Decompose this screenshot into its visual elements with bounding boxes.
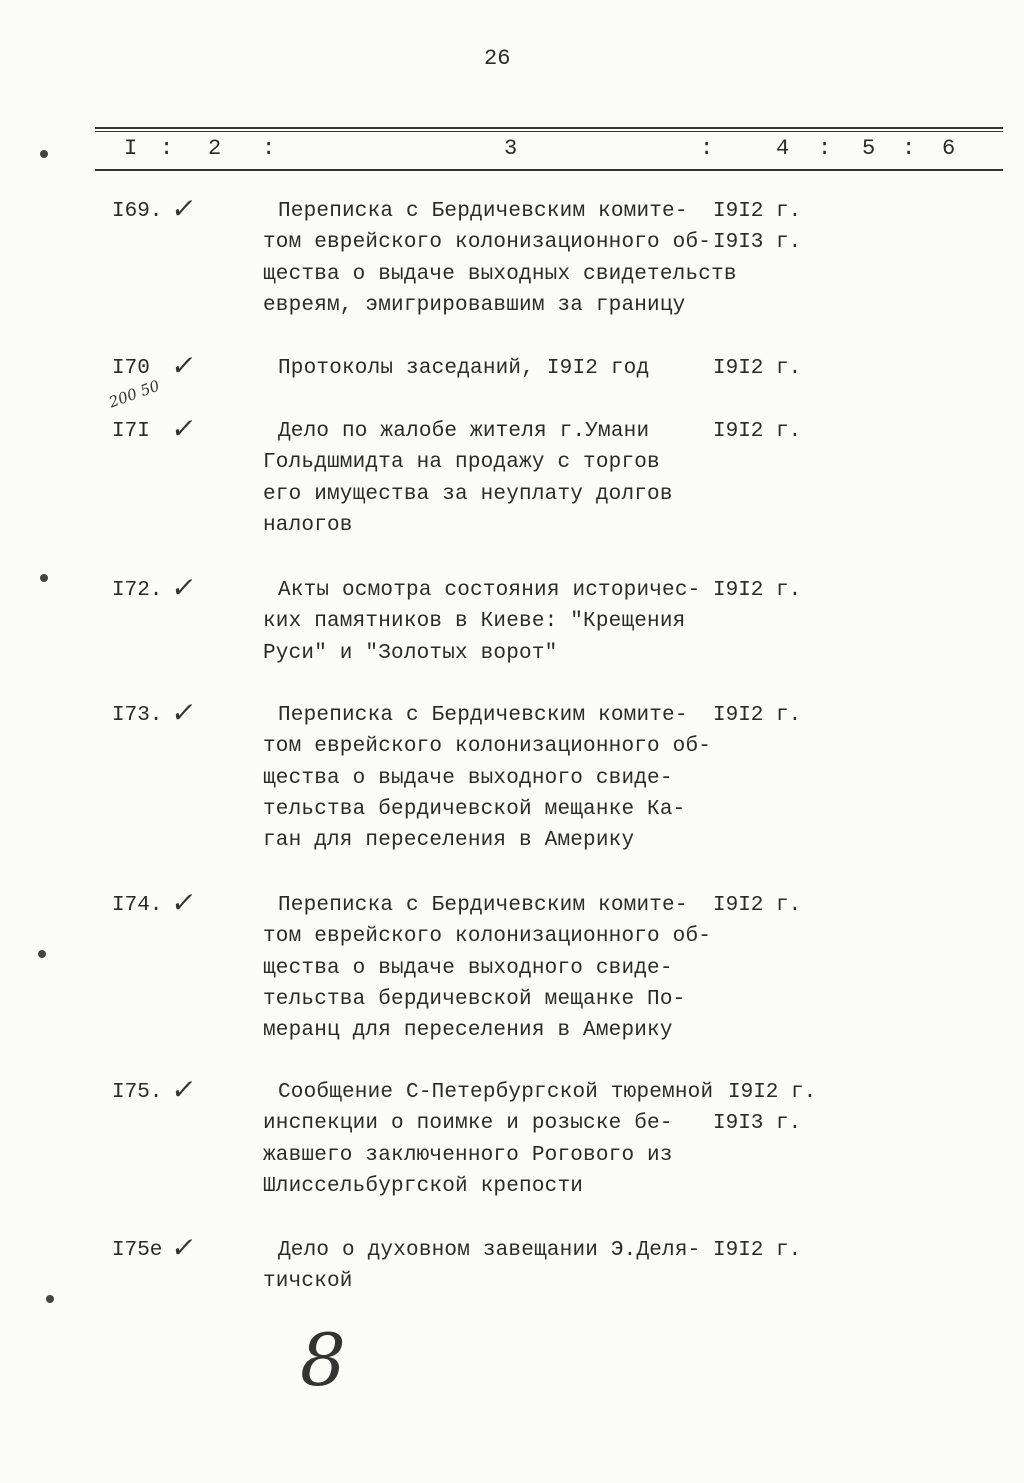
entry-description-line: налогов	[263, 513, 353, 537]
entry-date: I9I2 г.	[713, 894, 802, 917]
entry-description-line: щества о выдаче выходного свиде-	[263, 956, 673, 980]
entry-description-line: Акты осмотра состояния историчес-	[278, 579, 701, 602]
entry-description-line: щества о выдаче выходных свидетельств	[263, 262, 737, 286]
entry-description-line: Шлиссельбургской крепости	[263, 1174, 584, 1198]
punch-hole-mark	[40, 150, 48, 158]
entry-number: I72.	[112, 579, 163, 602]
table-top-rule	[95, 127, 1003, 129]
entry-date: I9I2 г.	[713, 704, 802, 727]
entry-date: I9I2 г.	[713, 357, 802, 380]
entry-description-line: тельства бердичевской мещанке Ка-	[263, 797, 686, 821]
column-separator: :	[818, 136, 832, 161]
entry-number: I75е	[112, 1239, 163, 1262]
entry-date: I9I2 г.	[713, 579, 802, 602]
entry-description-line: Переписка с Бердичевским комите-	[278, 894, 688, 917]
column-separator: :	[160, 136, 174, 161]
checkmark-icon: ✓	[169, 886, 199, 919]
entry-description-line: евреям, эмигрировавшим за границу	[263, 293, 686, 317]
column-header: 5	[862, 136, 876, 161]
column-header: 6	[942, 136, 956, 161]
checkmark-icon: ✓	[169, 1073, 199, 1106]
column-header: I	[124, 136, 138, 161]
punch-hole-mark	[40, 574, 48, 582]
entry-description-line: инспекции о поимке и розыске бе-	[263, 1112, 673, 1136]
entry-description-line: ган для переселения в Америку	[263, 829, 635, 853]
entry-description-line: том еврейского колонизационного об-	[263, 231, 712, 255]
entry-number: I75.	[112, 1081, 163, 1104]
column-separator: :	[262, 136, 276, 161]
entry-description-line: том еврейского колонизационного об-	[263, 925, 712, 949]
entry-date: I9I2 г.	[713, 200, 802, 223]
entry-description-line: Гольдшмидта на продажу с торгов	[263, 451, 660, 475]
entry-date: I9I2 г.	[728, 1081, 817, 1104]
entry-date: I9I2 г.	[713, 420, 802, 443]
entry-date: I9I3 г.	[713, 231, 802, 255]
entry-description-line: ких памятников в Киеве: "Крещения	[263, 610, 686, 634]
handwritten-mark: 8	[300, 1318, 346, 1402]
entry-description-line: Переписка с Бердичевским комите-	[278, 704, 688, 727]
entry-description-line: его имущества за неуплату долгов	[263, 482, 673, 506]
entry-date: I9I2 г.	[713, 1239, 802, 1262]
entry-description-line: Протоколы заседаний, I9I2 год	[278, 357, 650, 380]
entry-description-line: Руси" и "Золотых ворот"	[263, 641, 558, 665]
checkmark-icon: ✓	[169, 696, 199, 729]
column-separator: :	[700, 136, 714, 161]
checkmark-icon: ✓	[169, 571, 199, 604]
checkmark-icon: ✓	[169, 1231, 199, 1264]
entry-description-line: жавшего заключенного Рогового из	[263, 1143, 673, 1167]
column-header: 2	[208, 136, 222, 161]
entry-description-line: тичской	[263, 1270, 353, 1294]
page-number: 26	[484, 46, 511, 71]
checkmark-icon: ✓	[169, 412, 199, 445]
column-header: 4	[776, 136, 790, 161]
entry-description-line: меранц для переселения в Америку	[263, 1019, 673, 1043]
punch-hole-mark	[38, 950, 46, 958]
entry-number: I69.	[112, 200, 163, 223]
checkmark-icon: ✓	[169, 349, 199, 382]
punch-hole-mark	[46, 1295, 54, 1303]
entry-description-line: Дело по жалобе жителя г.Умани	[278, 420, 650, 443]
column-header: 3	[504, 136, 518, 161]
entry-description-line: том еврейского колонизационного об-	[263, 735, 712, 759]
entry-date: I9I3 г.	[713, 1112, 802, 1136]
handwritten-note: 200 50	[106, 376, 162, 412]
entry-description-line: Дело о духовном завещании Э.Деля-	[278, 1239, 701, 1262]
table-top-rule-2	[95, 131, 1003, 132]
table-header-rule	[95, 169, 1003, 171]
entry-description-line: Переписка с Бердичевским комите-	[278, 200, 688, 223]
entry-description-line: тельства бердичевской мещанке По-	[263, 987, 686, 1011]
entry-number: I74.	[112, 894, 163, 917]
entry-description-line: Сообщение С-Петербургской тюремной	[278, 1081, 714, 1104]
entry-number: I7I	[112, 420, 150, 443]
entry-number: I70	[112, 357, 150, 380]
entry-number: I73.	[112, 704, 163, 727]
checkmark-icon: ✓	[169, 192, 199, 225]
entry-description-line: щества о выдаче выходного свиде-	[263, 766, 673, 790]
column-separator: :	[902, 136, 916, 161]
